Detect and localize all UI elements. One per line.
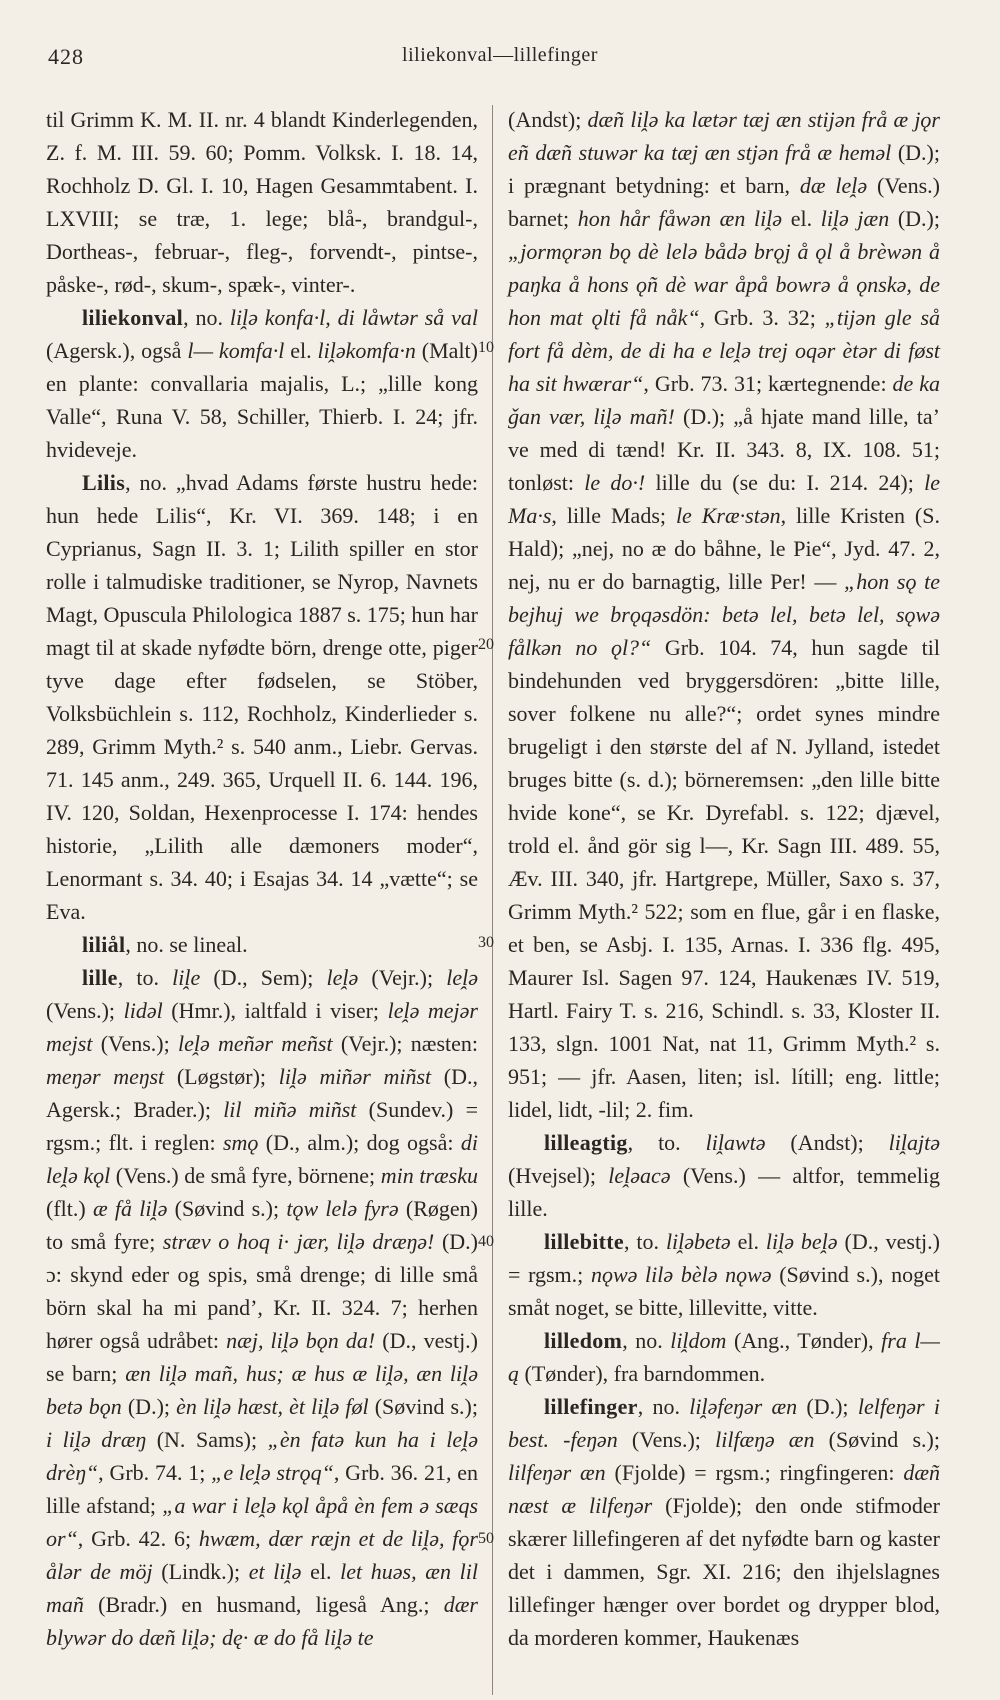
entry-text: (Vens.); xyxy=(92,1031,178,1056)
entry-text: (Løgstør); xyxy=(164,1064,279,1089)
dictionary-entry xyxy=(46,961,478,1654)
entry-text: lille du (se du: I. 214. 24); xyxy=(645,470,925,495)
dialect-form: liḽə konfa·l, di låwtər så val xyxy=(229,305,478,330)
dialect-form: let huəs, æn lil mañ xyxy=(46,1559,478,1617)
entry-headword: lilledom xyxy=(544,1328,623,1353)
entry-text: (Andst); xyxy=(508,107,588,132)
entry-text: (Fjolde) = rgsm.; ringfingeren: xyxy=(605,1460,904,1485)
dialect-form: liḽəfeŋər æn xyxy=(689,1394,798,1419)
dialect-form: et liḽə xyxy=(248,1559,302,1584)
dialect-form: leḽə xyxy=(446,965,479,990)
left-column xyxy=(46,103,478,1654)
dictionary-entry xyxy=(46,301,478,466)
entry-text: (Røgen) to små fyre; xyxy=(46,1196,478,1254)
dialect-form: leḽə xyxy=(326,965,359,990)
entry-text: (D., Sem); xyxy=(200,965,327,990)
entry-text: (Bradr.) en husmand, ligeså Ang.; xyxy=(83,1592,444,1617)
entry-text: (Vens.) — altfor, temmelig lille. xyxy=(508,1163,941,1221)
dialect-form: liḽe xyxy=(172,965,201,990)
entry-text: (Andst); xyxy=(765,1130,889,1155)
dialect-form: èn liḽə hæst, èt liḽə føl xyxy=(176,1394,369,1419)
dialect-form: leḽə meñər meñst xyxy=(178,1031,333,1056)
entry-text: (Ang., Tønder), xyxy=(726,1328,882,1353)
entry-text: , Grb. 73. 31; kærtegnende: xyxy=(643,371,893,396)
entry-text: , no. xyxy=(637,1394,690,1419)
line-number: 50 xyxy=(478,1530,494,1547)
page-header xyxy=(48,44,952,74)
entry-text: (D., Agersk.; Brader.); xyxy=(46,1064,478,1122)
entry-text: , to. xyxy=(627,1130,706,1155)
dialect-form: lidəl xyxy=(123,998,163,1023)
entry-text: (Tønder), fra barndommen. xyxy=(519,1361,766,1386)
entry-continuation xyxy=(508,103,940,1126)
dialect-form: æn liḽə mañ, hus; æ hus æ liḽə, æn liḽə betə bǫn xyxy=(46,1361,479,1419)
entry-text: (D.); xyxy=(797,1394,858,1419)
dialect-form: meŋər meŋst xyxy=(46,1064,165,1089)
dialect-form: lelfeŋər i best. -feŋən xyxy=(508,1394,941,1452)
dialect-form: de ka ǧan vær, liḽə mañ! xyxy=(508,371,940,429)
dialect-form: „èn fatə kun ha i leḽə drèŋ“ xyxy=(46,1427,479,1485)
entry-text: (D.); i prægnant betydning: et barn, xyxy=(508,140,940,198)
dialect-form: „a war i leḽə kǫl åpå èn fem ə sæqs or“ xyxy=(46,1493,479,1551)
dialect-form: lil miñə miñst xyxy=(223,1097,357,1122)
dictionary-entry xyxy=(46,928,478,961)
dialect-form: leḽə mejər mejst xyxy=(46,998,478,1056)
entry-text: (Vens.); xyxy=(46,998,124,1023)
entry-text: , no. „hvad Adams første hustru hede: hun hede Lilis“, Kr. VI. 369. 148; i en Cyprianus, Sagn II. 3. 1; Lilith spiller en stor rolle i talmudiske traditioner, se Nyrop, Navnets Magt, Opuscula Philologica 1887 s. 175; hun har magt til at skade nyfødte börn, drenge otte, piger tyve dage efter fødselen, se Stöber, Volksbüchlein s. 112, Rochholz, Kinderlieder s. 289, Grimm Myth.² s. 540 anm., Liebr. Gervas. 71. 145 anm., 249. 365, Urquell II. 6. 144. 196, IV. 120, Soldan, Hexenprocesse I. 174: hendes historie, „Lilith alle dæmoners moder“, Lenormant s. 34. 40; i Esajas 34. 14 „vætte“; se Eva. xyxy=(46,470,479,924)
dialect-form: dæñ næst æ lilfeŋər xyxy=(508,1460,941,1518)
dialect-form: lilfeŋər æn xyxy=(508,1460,606,1485)
entry-text: , no. xyxy=(622,1328,671,1353)
entry-text: , Grb. 42. 6; xyxy=(77,1526,199,1551)
dialect-form: liḽəkomfa·n xyxy=(317,338,416,363)
line-number: 10 xyxy=(478,339,494,356)
entry-headword: liliål xyxy=(82,932,126,957)
entry-text: , to. xyxy=(623,1229,666,1254)
dialect-form: liḽəbetə xyxy=(665,1229,731,1254)
entry-text: (Vejr.); næsten: xyxy=(332,1031,478,1056)
dialect-form: æ få liḽə xyxy=(92,1196,168,1221)
entry-text: (D.); „å hjate mand lille, ta’ ve med di tænd! Kr. II. 343. 8, IX. 108. 51; tonløst: xyxy=(508,404,940,495)
entry-text: (D.); xyxy=(121,1394,177,1419)
dialect-form: „jormǫrən bǫ dè lelə bådə brǫj å ǫl å brèwən å paŋka å hons ǫñ dè war åpå bowrə å ǫnskə, de hon mat ǫlti få nåk“ xyxy=(508,239,940,330)
dialect-form: „hon sǫ te bejhuj we brǫqəsdön: betə lel, betə lel, sǫwə fålkən no ǫl?“ xyxy=(508,569,940,660)
entry-headword: liliekonval xyxy=(82,305,184,330)
entry-text: (Søvind s.); xyxy=(368,1394,478,1419)
entry-text: , Grb. 74. 1; xyxy=(98,1460,212,1485)
line-number: 20 xyxy=(478,636,494,653)
entry-text: , Grb. 36. 21, en lille afstand; xyxy=(46,1460,478,1518)
entry-text: (Lindk.); xyxy=(152,1559,249,1584)
entry-continuation xyxy=(46,103,478,301)
dialect-form: tǫw lelə fyrə xyxy=(286,1196,399,1221)
entry-text: (Hvejsel); xyxy=(508,1163,609,1188)
right-column xyxy=(508,103,940,1654)
entry-text: (Vens.) de små fyre, börnene; xyxy=(110,1163,381,1188)
entry-text: (D., vestj.) = rgsm.; xyxy=(508,1229,940,1287)
entry-text: (Søvind s.); xyxy=(814,1427,940,1452)
entry-text: (Vens.) barnet; xyxy=(508,173,940,231)
entry-text: (D.); xyxy=(889,206,940,231)
entry-text: , lille Mads; xyxy=(551,503,676,528)
entry-text: (D., alm.); dog også: xyxy=(258,1130,461,1155)
dialect-form: smǫ xyxy=(222,1130,259,1155)
dialect-form: le Ma·s xyxy=(508,470,940,528)
line-number: 30 xyxy=(478,934,494,951)
entry-text: el. xyxy=(782,206,821,231)
dialect-form: leḽəacə xyxy=(608,1163,671,1188)
entry-text: (N. Sams); xyxy=(146,1427,268,1452)
entry-text: , no. se lineal. xyxy=(125,932,248,957)
entry-headword: lilleagtig xyxy=(544,1130,628,1155)
entry-text: (flt.) xyxy=(46,1196,93,1221)
dictionary-entry xyxy=(508,1225,940,1324)
entry-headword: lille xyxy=(82,965,118,990)
dialect-form: le Kræ·stən xyxy=(675,503,781,528)
dialect-form: nǫwə lilə bèlə nǫwə xyxy=(590,1262,772,1287)
entry-text: , no. xyxy=(183,305,230,330)
dialect-form: næj, liḽə bǫn da! xyxy=(226,1328,376,1353)
page-number: 428 xyxy=(48,44,84,69)
entry-text: (Søvind s.); xyxy=(167,1196,287,1221)
dialect-form: min træsku xyxy=(380,1163,478,1188)
entry-text: (Malt) en plante: convallaria majalis, L.; „lille kong Valle“, Runa V. 58, Schiller, Thierb. I. 24; jfr. hvideveje. xyxy=(46,338,478,462)
entry-text: el. xyxy=(730,1229,766,1254)
dialect-form: fra l— ą xyxy=(508,1328,940,1386)
entry-text: (Hmr.), ialtfald i viser; xyxy=(162,998,388,1023)
entry-headword: lillebitte xyxy=(544,1229,624,1254)
dialect-form: liḽawtə xyxy=(705,1130,766,1155)
entry-text: , to. xyxy=(117,965,173,990)
entry-headword: Lilis xyxy=(82,470,126,495)
dialect-form: liḽajtə xyxy=(888,1130,940,1155)
dictionary-entry xyxy=(46,466,478,928)
entry-text: el. xyxy=(284,338,318,363)
entry-text: (Fjolde); den onde stifmoder skærer lillefingeren af det nyfødte barn og kaster det i dammen, Sgr. XI. 216; den ihjelslagnes lillefinger hænger over bordet og drypper blod, da morderen kommer, Haukenæs xyxy=(508,1493,940,1650)
dialect-form: dær blywər do dæñ liḽə; dę· æ do få liḽə te xyxy=(46,1592,478,1650)
dialect-form: i liḽə dræŋ xyxy=(46,1427,147,1452)
dialect-form: liḽə miñər miñst xyxy=(278,1064,432,1089)
dialect-form: le do·! xyxy=(584,470,646,495)
entry-text: , Grb. 3. 32; xyxy=(699,305,825,330)
dialect-form: liḽə jæn xyxy=(820,206,890,231)
dialect-form: „tijən gle så fort få dèm, de di ha e leḽə trej oqər ètər di føst ha sit hwærar“ xyxy=(508,305,941,396)
running-head: liliekonval—lillefinger xyxy=(402,44,598,66)
dictionary-entry xyxy=(508,1126,940,1225)
dialect-form: hon hår fåwən æn liḽə xyxy=(577,206,783,231)
entry-text: , lille Kristen (S. Hald); „nej, no æ do båhne, le Pie“, Jyd. 47. 2, nej, nu er do barnagtig, lille Per! — xyxy=(508,503,940,594)
entry-text: (Agersk.), også xyxy=(46,338,188,363)
entry-text: (Vens.); xyxy=(617,1427,716,1452)
dialect-form: liḽdom xyxy=(670,1328,727,1353)
dialect-form: lilfæŋə æn xyxy=(715,1427,815,1452)
dialect-form: l— komfa·l xyxy=(187,338,285,363)
dialect-form: di leḽə kǫl xyxy=(46,1130,478,1188)
entry-text: til Grimm K. M. II. nr. 4 blandt Kinderlegenden, Z. f. M. III. 59. 60; Pomm. Volksk. I. 18. 14, Rochholz D. Gl. I. 10, Hagen Gesammtabent. I. LXVIII; se træ, 1. lege; blå-, brandgul-, Dortheas-, februar-, fleg-, forvendt-, pintse-, påske-, rød-, skum-, spæk-, vinter-. xyxy=(46,107,478,297)
dialect-form: liḽə beḽə xyxy=(765,1229,838,1254)
dialect-form: hwæm, dær ræjn et de liḽə, fǫr ålər de möj xyxy=(46,1526,478,1584)
entry-text: (D.) ɔ: skynd eder og spis, små drenge; di lille små börn skal ha mi pand’, Kr. II. 324. 7; herhen hører også udråbet: xyxy=(46,1229,478,1353)
dialect-form: dæ leḽə xyxy=(799,173,868,198)
dictionary-entry xyxy=(508,1324,940,1390)
dialect-form: „e leḽə strǫq“ xyxy=(211,1460,334,1485)
entry-text: (Vejr.); xyxy=(358,965,447,990)
line-number: 40 xyxy=(478,1233,494,1250)
dictionary-entry xyxy=(508,1390,940,1654)
dialect-form: dæñ liḽə ka lætər tæj æn stijən frå æ jǫr eñ dæñ stuwər ka tæj æn stjən frå æ heməl xyxy=(508,107,940,165)
dialect-form: stræv o hoq i· jær, liḽə dræŋə! xyxy=(162,1229,435,1254)
entry-headword: lillefinger xyxy=(544,1394,638,1419)
entry-text: (Sundev.) = rgsm.; flt. i reglen: xyxy=(46,1097,479,1155)
entry-text: (Søvind s.), noget småt noget, se bitte, lillevitte, vitte. xyxy=(508,1262,940,1320)
entry-text: el. xyxy=(301,1559,341,1584)
entry-text: (D., vestj.) se barn; xyxy=(46,1328,479,1386)
entry-text: Grb. 104. 74, hun sagde til bindehunden ved bryggersdören: „bitte lille, sover folkene nu alle?“; ordet synes mindre brugeligt i den største del af N. Jylland, istedet bruges bitte (s. d.); börneremsen: „den lille bitte hvide kone“, se Kr. Dyrefabl. s. 122; djævel, trold el. ånd gör sig l—, Kr. Sagn III. 489. 55, Æv. III. 340, jfr. Hartgrepe, Müller, Saxo s. 37, Grimm Myth.² 522; som en flue, går i en flaske, et ben, se Asbj. I. 135, Arnas. I. 336 flg. 495, Maurer Isl. Sagen 97. 124, Haukenæs IV. 519, Hartl. Fairy T. s. 216, Schindl. s. 33, Kloster II. 133, slgn. 1001 Nat, nat 11, Grimm Myth.² s. 951; — jfr. Aasen, liten; isl. lítill; eng. little; lidel, lidt, -lil; 2. fim. xyxy=(508,635,940,1122)
